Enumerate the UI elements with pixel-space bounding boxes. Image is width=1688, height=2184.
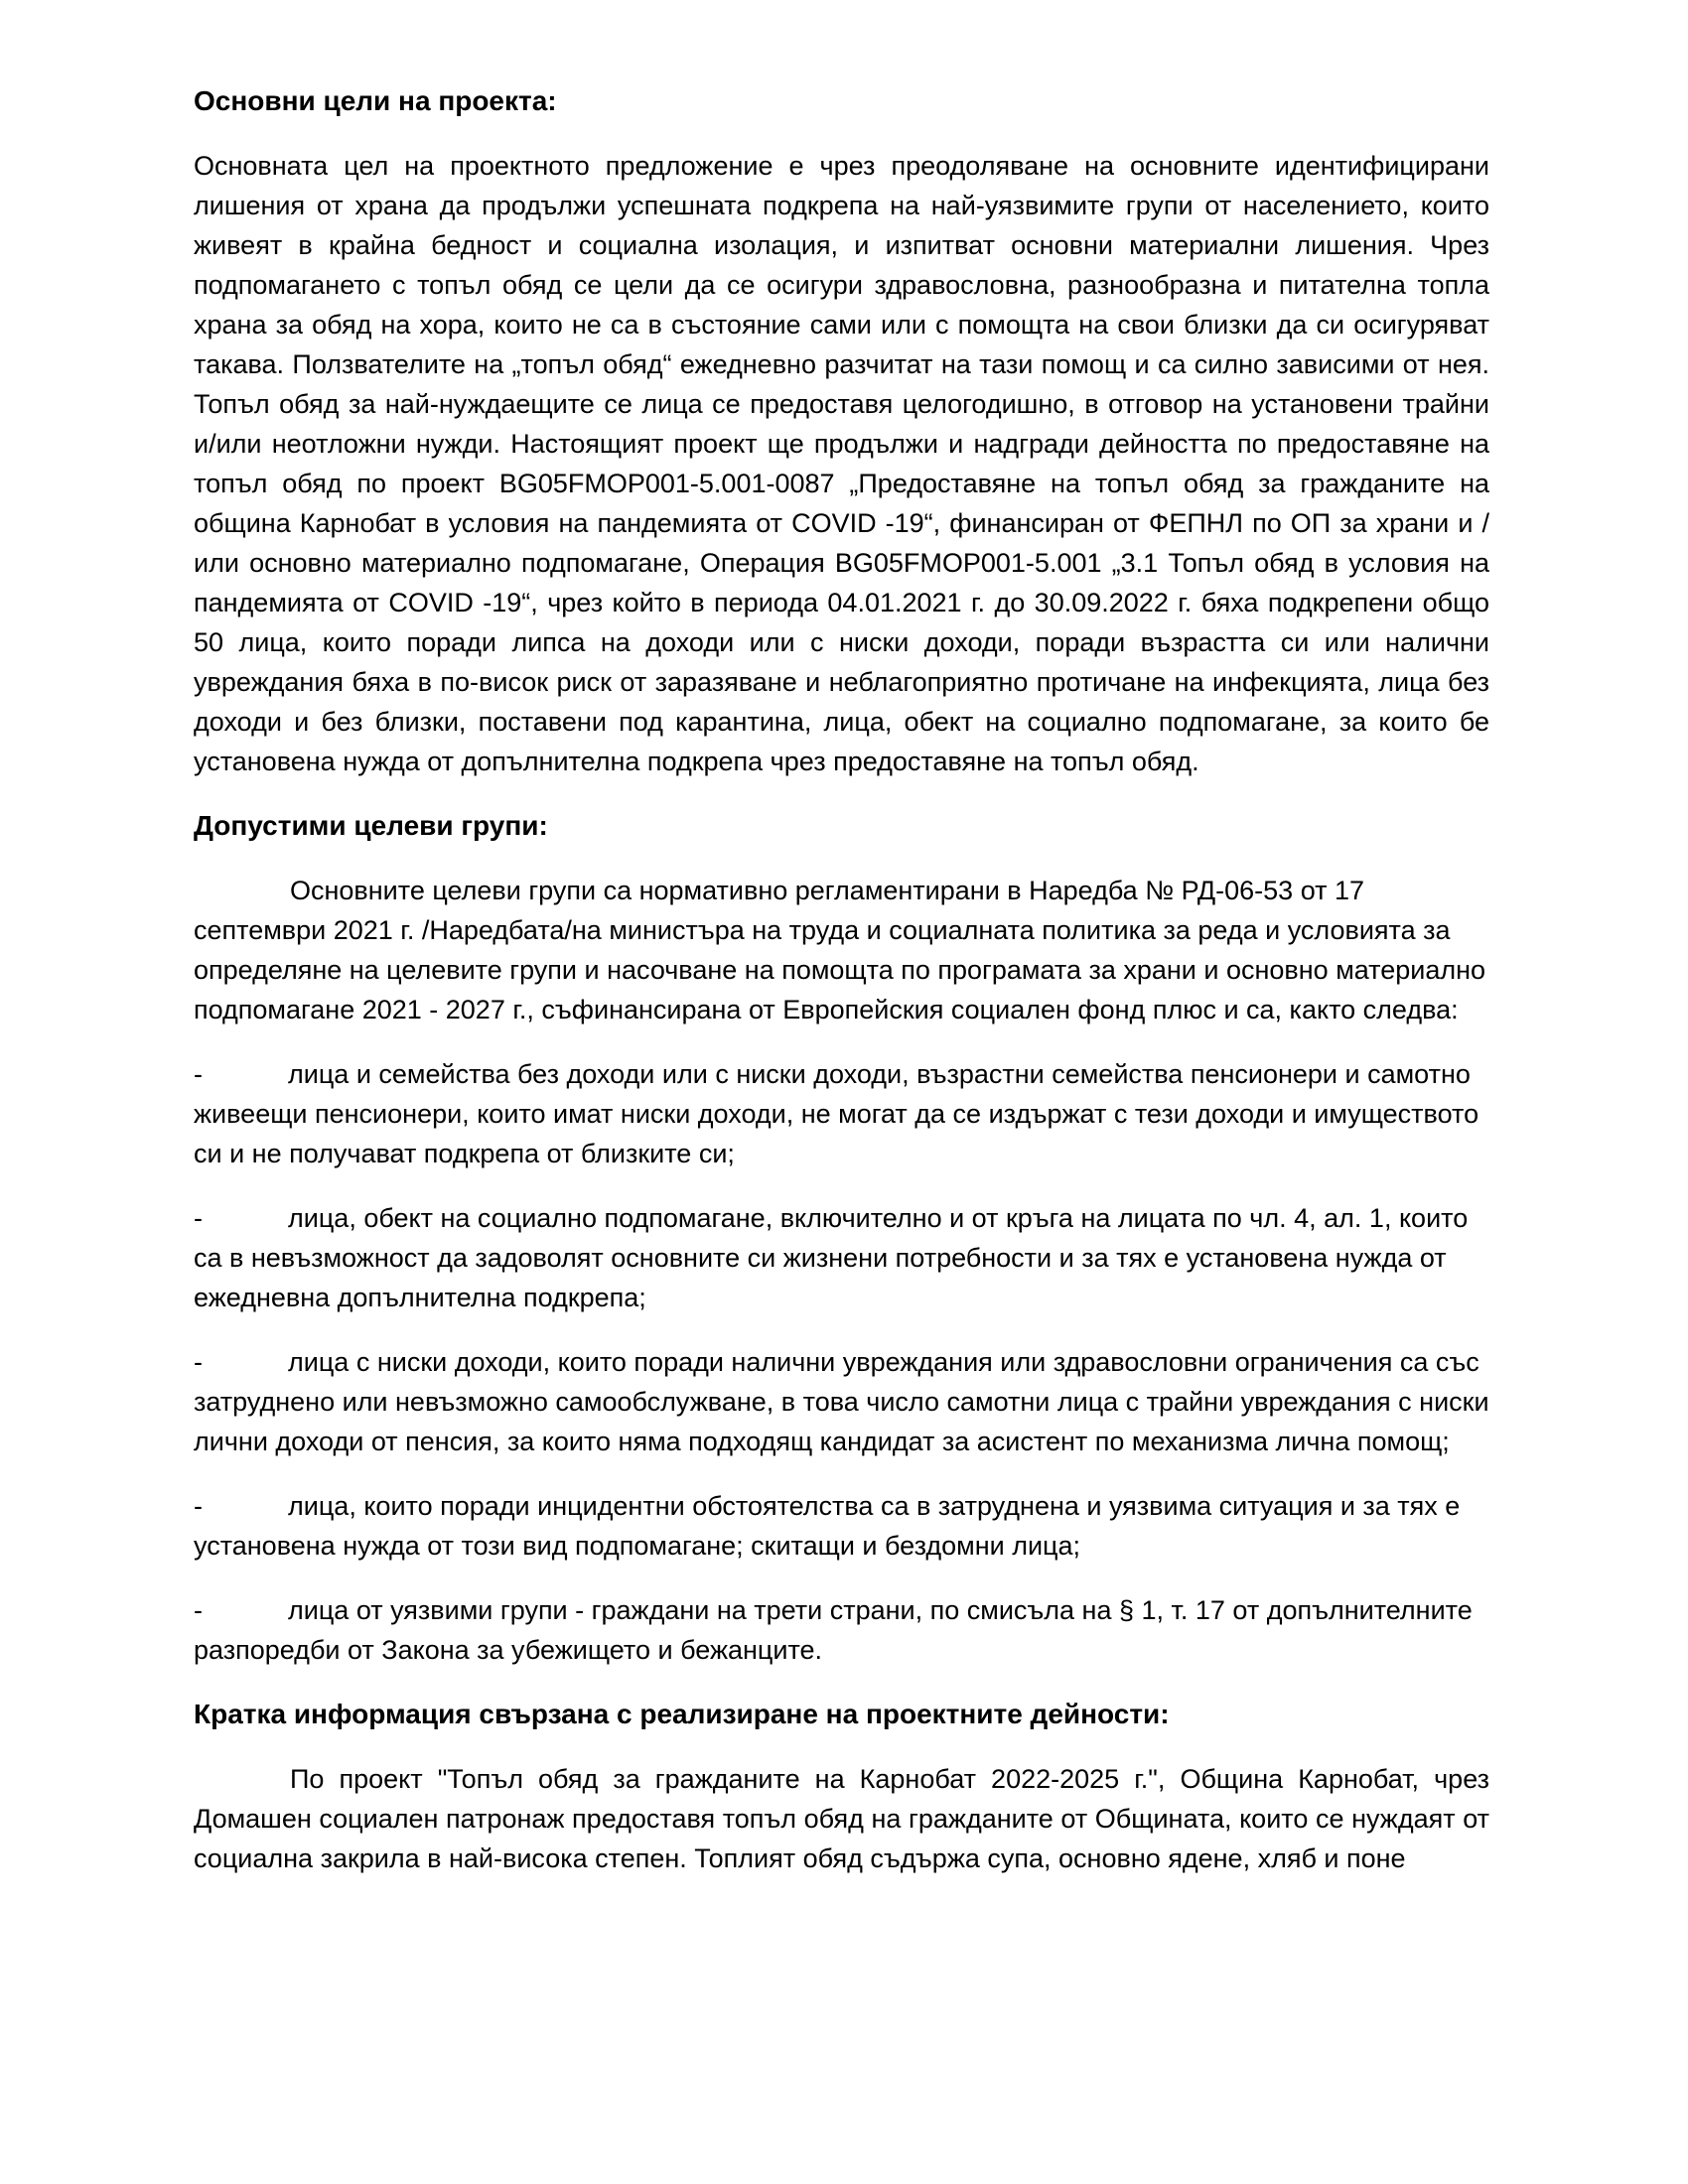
bullet-text: лица от уязвими групи - граждани на трети страни, по смисъла на § 1, т. 17 от допълнителните разпоредби от Закона за убежището и бежанците. (194, 1595, 1473, 1665)
target-group-item-4 (194, 1486, 1489, 1566)
section3-heading: Кратка информация свързана с реализиране на проектните дейности: (194, 1699, 1170, 1729)
bullet-marker: - (194, 1059, 203, 1089)
section3-paragraph: По проект "Топъл обяд за гражданите на Карнобат 2022-2025 г.", Община Карнобат, чрез Домашен социален патронаж предоставя топъл обяд на гражданите от Общината, които се нуждаят от социална закрила в най-висока степен. Топлият обяд съдържа супа, основно ядене, хляб и поне (194, 1764, 1489, 1873)
section2-heading: Допустими целеви групи: (194, 810, 548, 841)
bullet-text: лица и семейства без доходи или с ниски доходи, възрастни семейства пенсионери и самотно живеещи пенсионери, които имат ниски доходи, не могат да се издържат с тези доходи и имуществото си и не получават подкрепа от близките си; (194, 1059, 1479, 1168)
target-group-item-2 (194, 1198, 1489, 1317)
target-group-item-3 (194, 1342, 1489, 1461)
tab-spacer (203, 1226, 288, 1227)
bullet-marker: - (194, 1491, 203, 1521)
tab-spacer (203, 1514, 288, 1515)
tab-spacer (203, 1618, 288, 1619)
section1-heading: Основни цели на проекта: (194, 85, 557, 116)
tab-spacer (203, 1082, 288, 1083)
tab-spacer (203, 1370, 288, 1371)
bullet-text: лица, обект на социално подпомагане, включително и от кръга на лицата по чл. 4, ал. 1, които са в невъзможност да задоволят основните си жизнени потребности и за тях е установена нужда от ежедневна допълнителна подкрепа; (194, 1203, 1469, 1312)
section2-intro-paragraph: Основните целеви групи са нормативно регламентирани в Наредба № РД-06-53 от 17 септември 2021 г. /Наредбата/на министъра на труда и социалната политика за реда и условията за определяне на целевите групи и насочване на помощта по програмата за храни и основно материално подпомагане 2021 - 2027 г., съфинансирана от Европейския социален фонд плюс и са, както следва: (194, 876, 1486, 1024)
bullet-text: лица с ниски доходи, които поради налични увреждания или здравословни ограничения са със затруднено или невъзможно самообслужване, в това число самотни лица с трайни увреждания с ниски лични доходи от пенсия, за които няма подходящ кандидат за асистент по механизма лична помощ; (194, 1347, 1489, 1456)
bullet-marker: - (194, 1347, 203, 1377)
bullet-text: лица, които поради инцидентни обстоятелства са в затруднена и уязвима ситуация и за тях е установена нужда от този вид подпомагане; скитащи и бездомни лица; (194, 1491, 1461, 1561)
target-group-item-5 (194, 1590, 1489, 1670)
section1-paragraph: Основната цел на проектното предложение е чрез преодоляване на основните идентифицирани лишения от храна да продължи успешната подкрепа на най-уязвимите групи от населението, които живеят в крайна бедност и социална изолация, и изпитват основни материални лишения. Чрез подпомагането с топъл обяд се цели да се осигури здравословна, разнообразна и питателна топла храна за обяд на хора, които не са в състояние сами или с помощта на свои близки да си осигуряват такава. Ползвателите на „топъл обяд“ ежедневно разчитат на тази помощ и са силно зависими от нея. Топъл обяд за най-нуждаещите се лица се предоставя целогодишно, в отговор на установени трайни и/или неотложни нужди. Настоящият проект ще продължи и надгради дейността по предоставяне на топъл обяд по проект BG05FMOP001-5.001-0087 „Предоставяне на топъл обяд за гражданите на община Карнобат в условия на пандемията от COVID -19“, финансиран от ФЕПНЛ по ОП за храни и /или основно материално подпомагане, Операция BG05FMOP001-5.001 „3.1 Топъл обяд в условия на пандемията от COVID -19“, чрез който в периода 04.01.2021 г. до 30.09.2022 г. бяха подкрепени общо 50 лица, които поради липса на доходи или с ниски доходи, поради възрастта си или налични увреждания бяха в по-висок риск от заразяване и неблагоприятно протичане на инфекцията, лица без доходи и без близки, поставени под карантина, лица, обект на социално подпомагане, за които бе установена нужда от допълнителна подкрепа чрез предоставяне на топъл обяд. (194, 151, 1489, 776)
bullet-marker: - (194, 1203, 203, 1233)
bullet-marker: - (194, 1595, 203, 1625)
target-group-item-1 (194, 1054, 1489, 1173)
